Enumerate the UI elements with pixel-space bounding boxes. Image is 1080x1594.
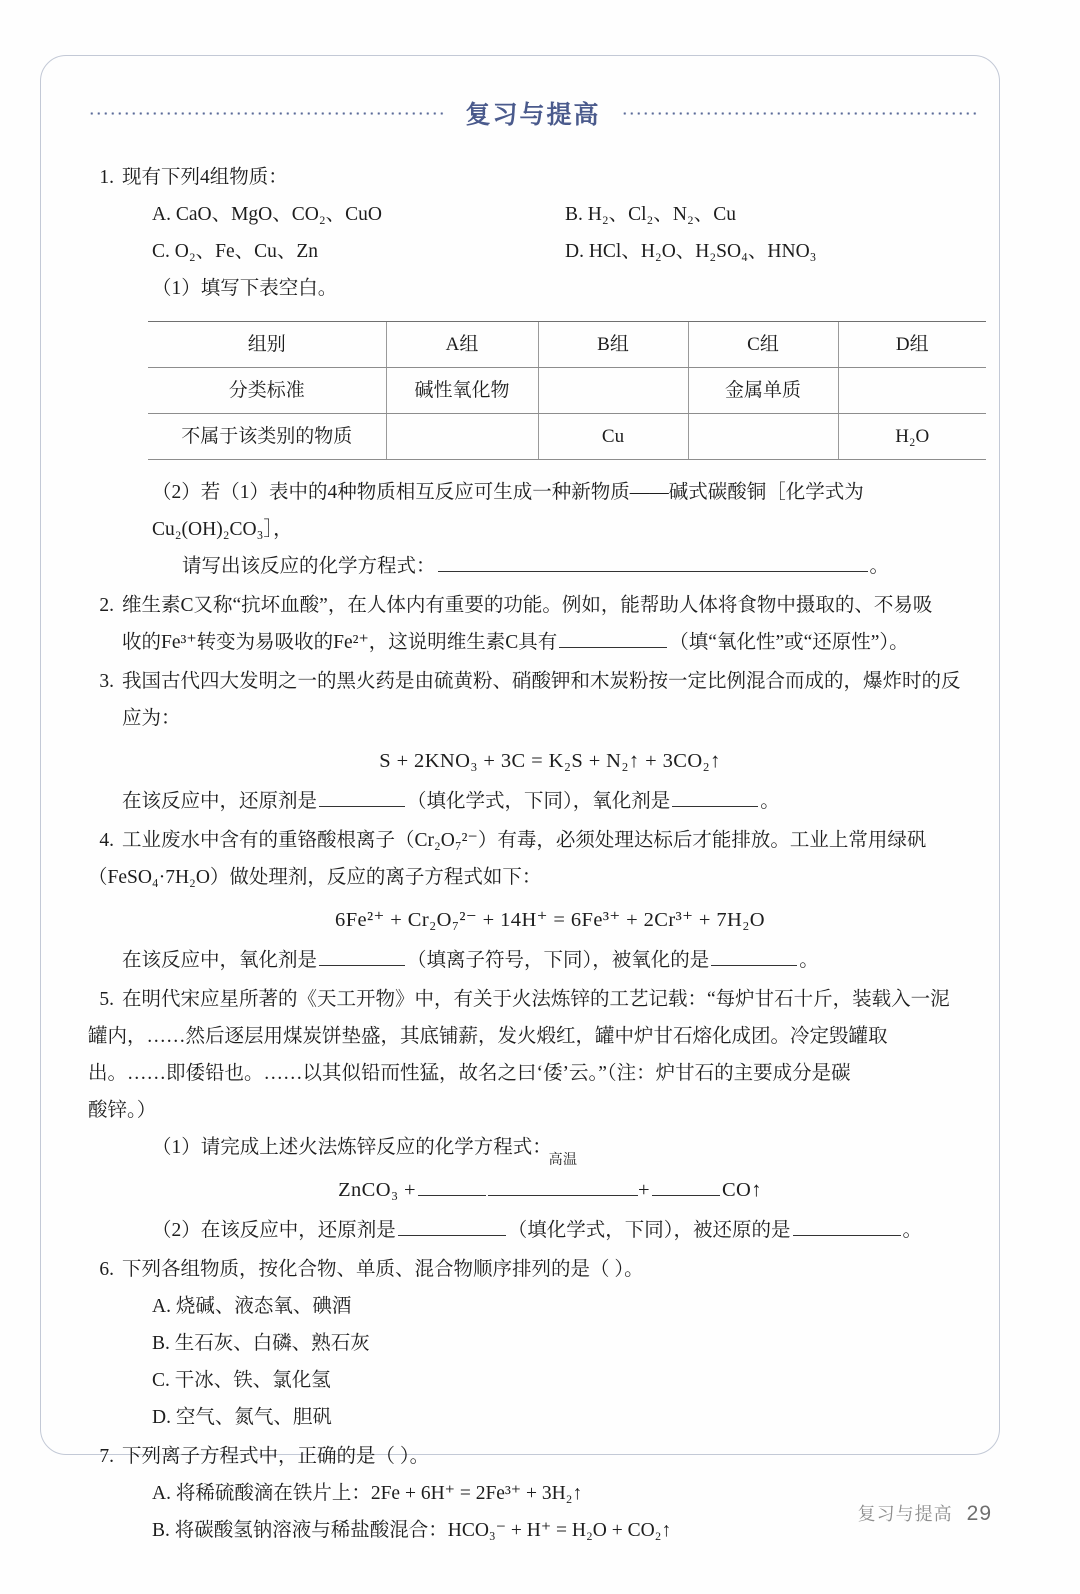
question-5-equation — [122, 1153, 978, 1210]
page-footer — [858, 1500, 992, 1526]
question-5 — [88, 981, 978, 1249]
question-6-number: 6. — [99, 1259, 114, 1280]
question-3-period: 。 — [760, 791, 780, 812]
question-3-line-2: 应为： — [122, 708, 181, 729]
answer-blank-q4-2[interactable] — [711, 946, 797, 966]
table-cell-r1-c4: H₂O — [838, 414, 986, 460]
question-5-number: 5. — [99, 989, 114, 1010]
answer-blank-q5-eq-2[interactable] — [652, 1174, 720, 1196]
section-title: 复习与提高 — [465, 100, 601, 129]
table-cell-r1-c3 — [688, 414, 838, 460]
reaction-condition-line — [488, 1174, 638, 1196]
question-5-equation-plus: + — [637, 1179, 650, 1201]
question-5-equation-reactant: ZnCO₃ + — [338, 1179, 416, 1201]
question-1-option-d: D. HCl、H₂O、H₂SO₄、HNO₃ — [565, 241, 817, 262]
question-1 — [88, 159, 978, 585]
answer-blank-q5-1[interactable] — [398, 1216, 506, 1236]
question-5-part-2-prompt-1: （2）在该反应中，还原剂是 — [152, 1220, 396, 1241]
question-6-stem: 下列各组物质，按化合物、单质、混合物顺序排列的是（ ）。 — [122, 1259, 644, 1280]
answer-blank-q4-1[interactable] — [319, 946, 405, 966]
table-row — [148, 368, 986, 414]
question-6-option-b[interactable]: B. 生石灰、白磷、熟石灰 — [152, 1333, 370, 1354]
question-2-number: 2. — [99, 595, 114, 616]
question-4-line-2: （FeSO₄·7H₂O）做处理剂，反应的离子方程式如下： — [88, 867, 542, 888]
table-header-cell-3: C组 — [688, 322, 838, 368]
question-1-stem: 现有下列4组物质： — [122, 167, 288, 188]
question-1-options-row-2 — [152, 233, 978, 270]
question-4-number: 4. — [99, 830, 114, 851]
table-row — [148, 414, 986, 460]
table-cell-r0-c3: 金属单质 — [688, 368, 838, 414]
question-3-equation: S + 2KNO₃ + 3C = K₂S + N₂↑ + 3CO₂↑ — [379, 750, 721, 772]
question-7-option-b[interactable]: B. 将碳酸氢钠溶液与稀盐酸混合：HCO₃⁻ + H⁺ = H₂O + CO₂↑ — [152, 1520, 672, 1541]
question-4-equation: 6Fe²⁺ + Cr₂O₇²⁻ + 14H⁺ = 6Fe³⁺ + 2Cr³⁺ + 7H₂O — [335, 909, 765, 931]
question-4-prompt-1: 在该反应中，氧化剂是 — [122, 950, 318, 971]
table-cell-r1-c2: Cu — [538, 414, 688, 460]
question-5-part-2-prompt-2: （填化学式，下同），被还原的是 — [507, 1220, 791, 1241]
table-header-cell-0: 组别 — [148, 322, 386, 368]
question-6-option-d[interactable]: D. 空气、氮气、胆矾 — [152, 1407, 332, 1428]
question-5-line-3: 出。……即倭铅也。……以其似铅而性猛，故名之曰‘倭’云。”（注：炉甘石的主要成分是碳 — [88, 1063, 851, 1084]
question-3-prompt-2: （填化学式，下同），氧化剂是 — [407, 791, 671, 812]
question-5-line-2: 罐内，……然后逐层用煤炭饼垫盛，其底铺薪，发火煅红，罐中炉甘石熔化成团。冷定毁罐取 — [88, 1026, 888, 1047]
question-1-part-2-prompt: 请写出该反应的化学方程式： — [182, 556, 436, 577]
question-5-line-1: 在明代宋应星所著的《天工开物》中，有关于火法炼锌的工艺记载：“每炉甘石十斤，装载入一泥 — [122, 989, 950, 1010]
question-5-equation-product: CO↑ — [721, 1179, 762, 1201]
question-3-prompt-1: 在该反应中，还原剂是 — [122, 791, 318, 812]
reaction-condition-group[interactable] — [488, 1153, 638, 1196]
question-1-option-a: A. CaO、MgO、CO₂、CuO — [152, 204, 382, 225]
question-3 — [88, 663, 978, 820]
question-2-line-2 — [122, 624, 978, 661]
table-cell-r0-c1: 碱性氧化物 — [386, 368, 538, 414]
question-4-period: 。 — [799, 950, 819, 971]
page-number: 29 — [966, 1502, 992, 1525]
section-header — [88, 95, 978, 131]
question-2 — [88, 587, 978, 661]
table-cell-r1-c1 — [386, 414, 538, 460]
question-7-option-a[interactable]: A. 将稀硫酸滴在铁片上：2Fe + 6H⁺ = 2Fe³⁺ + 3H₂↑ — [152, 1483, 583, 1504]
question-5-part-1: （1）请完成上述火法炼锌反应的化学方程式： — [152, 1137, 552, 1158]
dotted-rule-right — [621, 112, 979, 115]
question-7-number: 7. — [99, 1446, 114, 1467]
question-1-number: 1. — [99, 167, 114, 188]
answer-blank-q3-1[interactable] — [319, 787, 405, 807]
question-1-part-2-line-2 — [182, 548, 978, 585]
page-content — [88, 95, 978, 1551]
question-7 — [88, 1438, 978, 1549]
question-7-stem: 下列离子方程式中，正确的是（ ）。 — [122, 1446, 430, 1467]
table-cell-r0-c4 — [838, 368, 986, 414]
answer-blank-q1[interactable] — [438, 552, 868, 572]
question-1-part-2-period: 。 — [869, 556, 890, 577]
question-2-hint: （填“氧化性”或“还原性”）。 — [669, 632, 909, 653]
question-1-options-row-1 — [152, 196, 978, 233]
answer-blank-q2[interactable] — [559, 628, 667, 648]
table-header-cell-2: B组 — [538, 322, 688, 368]
question-5-part-2 — [152, 1212, 978, 1249]
dotted-rule-left — [88, 112, 446, 115]
answer-blank-q5-2[interactable] — [793, 1216, 901, 1236]
classification-table — [148, 321, 986, 460]
question-1-part-1: （1）填写下表空白。 — [152, 278, 338, 299]
table-header-cell-4: D组 — [838, 322, 986, 368]
question-2-line-1: 维生素C又称“抗坏血酸”，在人体内有重要的功能。例如，能帮助人体将食物中摄取的、不易吸 — [122, 595, 933, 616]
question-4 — [88, 822, 978, 979]
question-1-option-c: C. O₂、Fe、Cu、Zn — [152, 241, 319, 262]
table-cell-r1-c0: 不属于该类别的物质 — [148, 414, 386, 460]
question-5-part-2-period: 。 — [902, 1220, 923, 1241]
table-header-row — [148, 322, 986, 368]
question-4-line-1: 工业废水中含有的重铬酸根离子（Cr₂O₇²⁻）有毒，必须处理达标后才能排放。工业上常用绿矾 — [122, 830, 927, 851]
table-cell-r0-c2 — [538, 368, 688, 414]
question-1-part-2-line-1: （2）若（1）表中的4种物质相互反应可生成一种新物质——碱式碳酸铜［化学式为Cu₂(OH)₂CO₃］， — [152, 482, 864, 540]
question-3-number: 3. — [99, 671, 114, 692]
question-4-line-3 — [122, 942, 978, 979]
reaction-condition-label: 高温 — [548, 1153, 578, 1169]
question-6-option-c[interactable]: C. 干冰、铁、氯化氢 — [152, 1370, 331, 1391]
question-6-option-a[interactable]: A. 烧碱、液态氧、碘酒 — [152, 1296, 352, 1317]
footer-label: 复习与提高 — [857, 1504, 953, 1524]
table-header-cell-1: A组 — [386, 322, 538, 368]
question-3-line-1: 我国古代四大发明之一的黑火药是由硫黄粉、硝酸钾和木炭粉按一定比例混合而成的，爆炸时的反 — [122, 671, 961, 692]
question-3-line-3 — [122, 783, 978, 820]
answer-blank-q5-eq-1[interactable] — [418, 1174, 486, 1196]
question-2-prompt: 收的Fe³⁺转变为易吸收的Fe²⁺，这说明维生素C具有 — [122, 632, 558, 653]
table-cell-r0-c0: 分类标准 — [148, 368, 386, 414]
question-6 — [88, 1251, 978, 1436]
question-5-line-4: 酸锌。） — [88, 1100, 157, 1121]
answer-blank-q3-2[interactable] — [672, 787, 758, 807]
question-4-prompt-2: （填离子符号，下同），被氧化的是 — [407, 950, 710, 971]
question-1-option-b: B. H₂、Cl₂、N₂、Cu — [565, 204, 736, 225]
